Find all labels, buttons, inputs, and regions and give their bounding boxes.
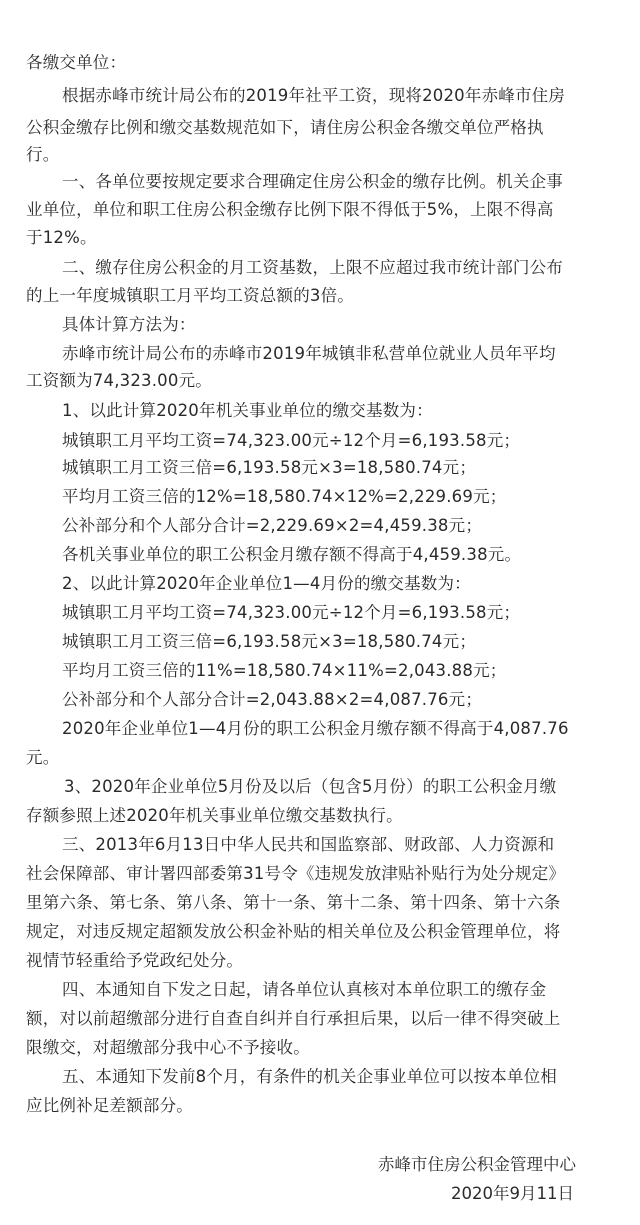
method-label: 具体计算方法为： [62,315,196,334]
item3-line-5: 视情节轻重给予党政纪处分。 [26,951,244,970]
calc2-line-2: 城镇职工月工资三倍=6,193.58元×3=18,580.74元； [62,632,477,651]
calc1-heading: 1、以此计算2020年机关事业单位的缴交基数为： [62,401,433,420]
calc1-line-5: 各机关事业单位的职工公积金月缴存额不得高于4,459.38元。 [62,545,522,564]
calc2-line-1: 城镇职工月平均工资=74,323.00元÷12个月=6,193.58元； [62,603,521,622]
item3-line-3: 里第六条、第七条、第八条、第十一条、第十二条、第十四条、第十六条 [26,893,561,912]
calc3-line-2: 存额参照上述2020年机关事业单位缴交基数执行。 [26,806,403,825]
intro-line-3: 行。 [26,145,60,164]
item1-line-1: 一、各单位要按规定要求合理确定住房公积金的缴存比例。机关企事 [62,172,563,191]
calc2-line-6: 元。 [26,748,60,767]
base-wage-line-1: 赤峰市统计局公布的赤峰市2019年城镇非私营单位就业人员年平均 [62,344,556,363]
intro-line-1: 根据赤峰市统计局公布的2019年社平工资，现将2020年赤峰市住房 [62,86,566,105]
item3-line-2: 社会保障部、审计署四部委第31号令《违规发放津贴补贴行为处分规定》 [26,864,566,883]
calc2-line-3: 平均月工资三倍的11%=18,580.74×11%=2,043.88元； [62,661,507,680]
item4-line-3: 限缴交，对超缴部分我中心不予接收。 [26,1038,310,1057]
item5-line-2: 应比例补足差额部分。 [26,1096,193,1115]
signature-org: 赤峰市住房公积金管理中心 [378,1155,576,1174]
item4-line-1: 四、本通知自下发之日起，请各单位认真核对本单位职工的缴存金 [62,980,547,999]
calc1-line-3: 平均月工资三倍的12%=18,580.74×12%=2,229.69元； [62,487,507,506]
calc1-line-1: 城镇职工月平均工资=74,323.00元÷12个月=6,193.58元； [62,431,521,450]
salutation: 各缴交单位： [26,53,127,72]
calc2-line-5: 2020年企业单位1—4月份的职工公积金月缴存额不得高于4,087.76 [62,719,569,738]
signature-date: 2020年9月11日 [451,1184,574,1203]
calc3-line-1: 3、2020年企业单位5月份及以后（包含5月份）的职工公积金月缴 [64,777,557,796]
intro-line-2: 公积金缴存比例和缴交基数规范如下，请住房公积金各缴交单位严格执 [26,118,544,137]
base-wage-line-2: 工资额为74,323.00元。 [26,371,212,390]
item3-line-4: 规定，对违反规定超额发放公积金补贴的相关单位及公积金管理单位，将 [26,922,561,941]
item1-line-2: 业单位，单位和职工住房公积金缴存比例下限不得低于5%，上限不得高 [26,200,554,219]
calc2-line-4: 公补部分和个人部分合计=2,043.88×2=4,087.76元； [62,690,483,709]
calc2-heading: 2、以此计算2020年企业单位1—4月份的缴交基数为： [62,574,471,593]
item2-line-2: 的上一年度城镇职工月平均工资总额的3倍。 [26,286,354,305]
item1-line-3: 于12%。 [26,228,97,247]
item5-line-1: 五、本通知下发前8个月，有条件的机关企事业单位可以按本单位相 [62,1067,557,1086]
item3-line-1: 三、2013年6月13日中华人民共和国监察部、财政部、人力资源和 [62,835,555,854]
calc1-line-2: 城镇职工月工资三倍=6,193.58元×3=18,580.74元； [62,458,477,477]
item2-line-1: 二、缴存住房公积金的月工资基数，上限不应超过我市统计部门公布 [62,258,563,277]
item4-line-2: 额，对以前超缴部分进行自查自纠并自行承担后果，以后一律不得突破上 [26,1009,561,1028]
calc1-line-4: 公补部分和个人部分合计=2,229.69×2=4,459.38元； [62,516,483,535]
